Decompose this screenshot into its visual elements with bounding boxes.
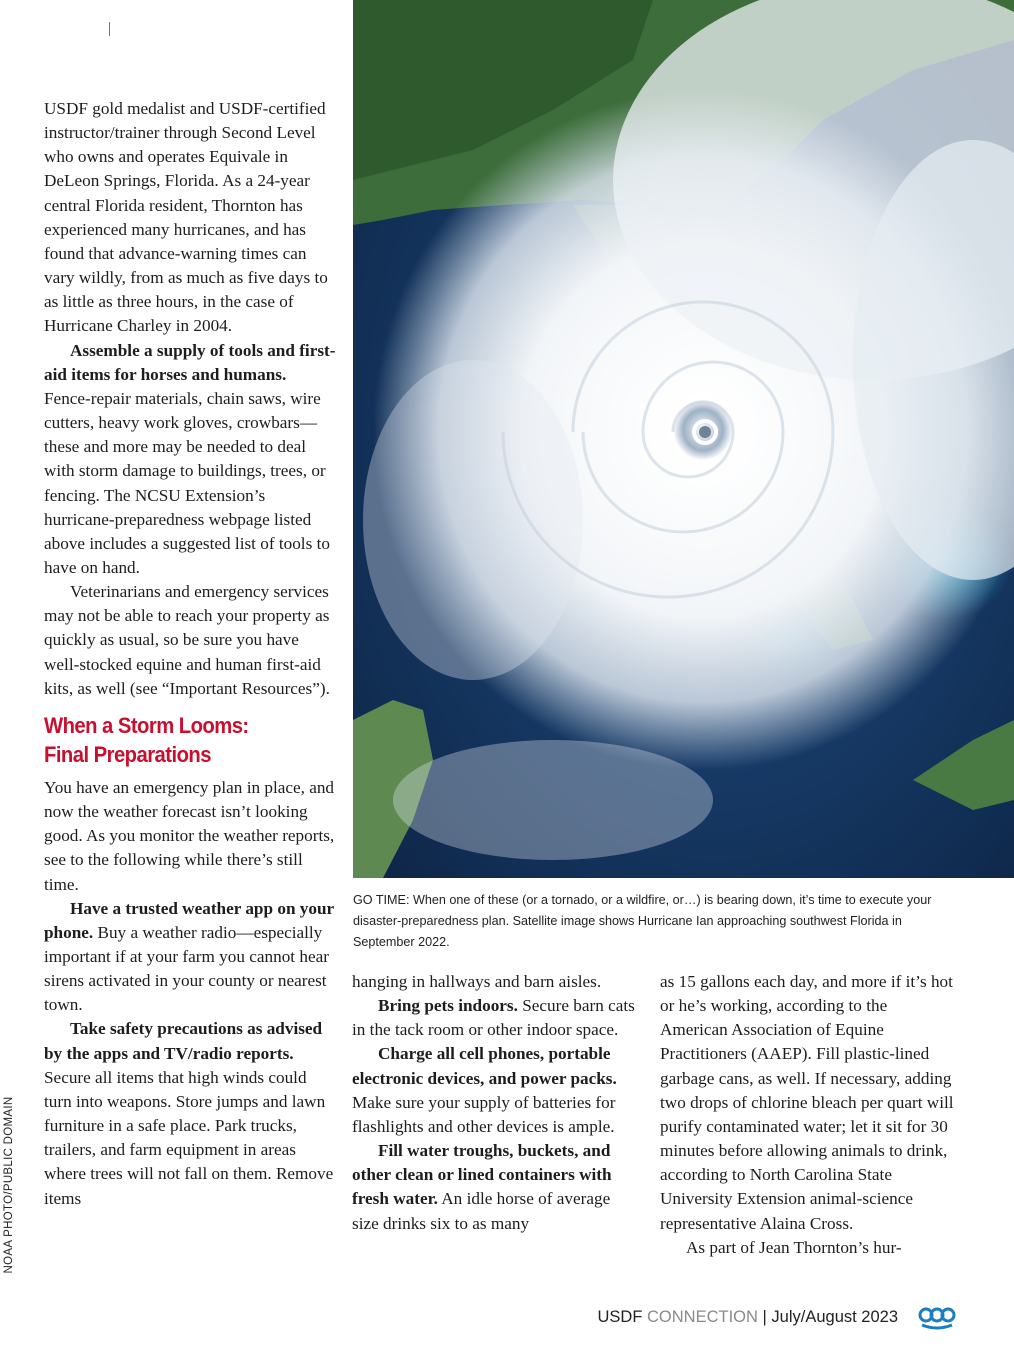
footer-brand-connection: CONNECTION bbox=[647, 1308, 758, 1326]
section-heading: When a Storm Looms: Final Preparations bbox=[44, 712, 249, 767]
footer-issue: July/August 2023 bbox=[771, 1308, 898, 1326]
intro-paragraph: USDF gold medalist and USDF-certified instructor/trainer through Second Level who owns and operates Equivale in DeLeon Springs, Florida. As a 24-year central Florida resident, Thornton has experienced many hurricanes, and has found that advance-warning times can vary wildly, from as much as five days to as little as three hours, in the case of Hurricane Charley in 2004. bbox=[44, 99, 328, 336]
photo-credit: NOAA PHOTO/PUBLIC DOMAIN bbox=[3, 1096, 15, 1274]
text-column-3 bbox=[660, 970, 956, 1260]
paragraph-veterinarians: Veterinarians and emergency services may not be able to reach your property as quickly as usual, so be sure you have well-stocked equine and human first-aid kits, as well (see “Important Resources”). bbox=[44, 582, 330, 698]
continued-text: as 15 gallons each day, and more if it’s hot or he’s working, according to the American Association of Equine Practitioners (AAEP). Fill plastic-lined garbage cans, as well. If necessary, adding two drops of chlorine bleach per quart will purify contaminated water; let it sit for 30 minutes before allowing animals to drink, according to North Carolina State University Extension animal-science representative Alaina Cross. bbox=[660, 972, 954, 1233]
hurricane-image bbox=[353, 0, 1014, 878]
text-column-2 bbox=[352, 970, 640, 1236]
footer-separator: | bbox=[762, 1308, 767, 1326]
lead-in-tools: Assemble a supply of tools and first-aid items for horses and humans. bbox=[44, 340, 336, 384]
paragraph-thornton: As part of Jean Thornton’s hur- bbox=[686, 1237, 902, 1257]
page-footer bbox=[597, 1308, 898, 1327]
photo-caption: GO TIME: When one of these (or a tornado, or a wildfire, or…) is bearing down, it’s time to execute your disaster-preparedness plan. Satellite image shows Hurricane Ian approaching southwest Florida in September 2022. bbox=[353, 893, 932, 949]
paragraph-emergency-plan: You have an emergency plan in place, and now the weather forecast isn’t looking good. As you monitor the weather reports, see to the following while there’s still time. bbox=[44, 777, 335, 894]
usdf-logo-icon bbox=[918, 1304, 956, 1330]
folio-rule bbox=[109, 22, 110, 36]
hurricane-satellite-photo bbox=[353, 0, 1014, 878]
paragraph-charge: Charge all cell phones, portable electronic devices, and power packs. Make sure your supply of batteries for flashlights and other devices is ample. bbox=[352, 1044, 617, 1136]
paragraph-tools: Assemble a supply of tools and first-aid items for horses and humans. Fence-repair materials, chain saws, wire cutters, heavy work gloves, crowbars—these and more may be needed to deal with storm damage to buildings, trees, or fencing. The NCSU Extension’s hurricane-preparedness webpage listed above includes a suggested list of tools to have on hand. bbox=[44, 340, 336, 577]
paragraph-water: Fill water troughs, buckets, and other clean or lined containers with fresh water. An idle horse of average size drinks six to as many bbox=[352, 1141, 612, 1233]
paragraph-weather-app: Have a trusted weather app on your phone. Buy a weather radio—especially important if at your farm you cannot hear sirens activated in your county or nearest town. bbox=[44, 898, 334, 1015]
footer-brand-usdf: USDF bbox=[597, 1308, 643, 1326]
text-column-1 bbox=[44, 97, 336, 1211]
continued-text: hanging in hallways and barn aisles. bbox=[352, 972, 602, 991]
paragraph-pets: Bring pets indoors. Secure barn cats in the tack room or other indoor space. bbox=[352, 996, 635, 1040]
paragraph-safety: Take safety precautions as advised by the apps and TV/radio reports. Secure all items that high winds could turn into weapons. Store jumps and lawn furniture in a safe place. Park trucks, trailers, and farm equipment in areas where trees will not fall on them. Remove items bbox=[44, 1019, 334, 1208]
